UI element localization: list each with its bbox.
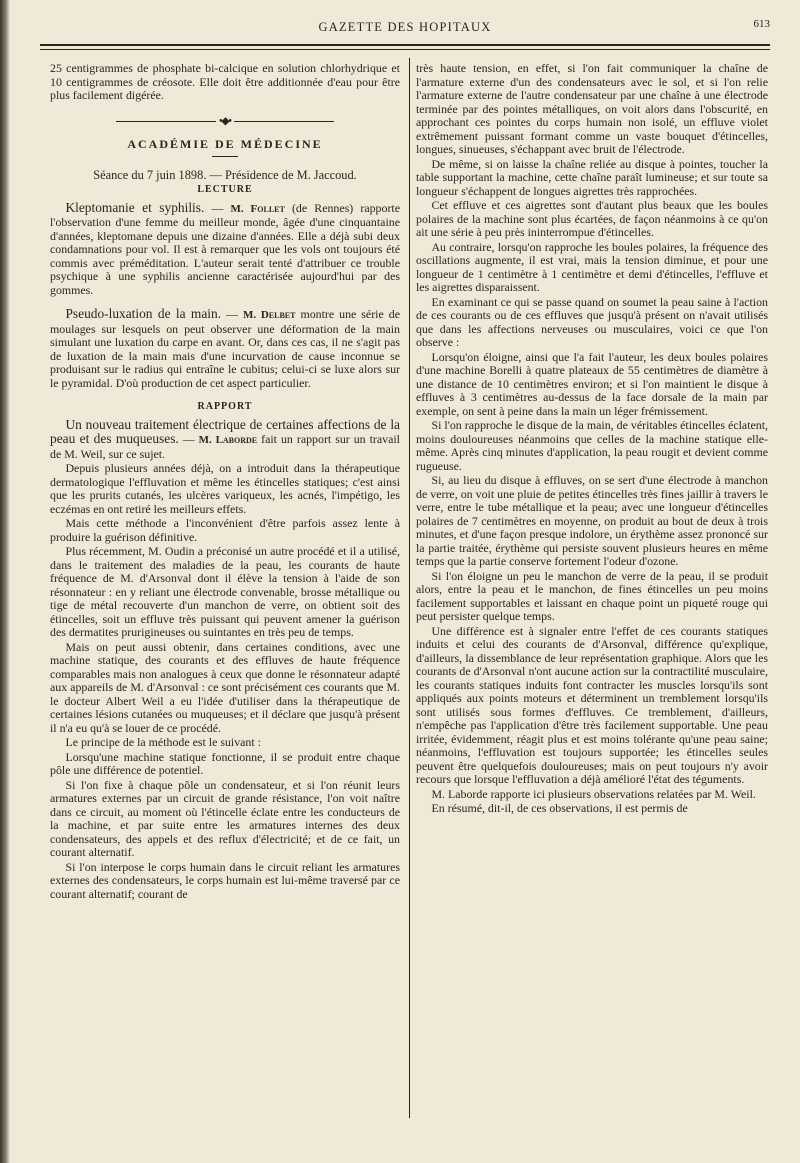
binding-edge: [0, 0, 10, 1163]
kleptomanie-paragraph: [50, 201, 400, 298]
right-paragraph: Au contraire, lorsqu'on rapproche les boules polaires, la fréquence des oscillations augmente, il est vrai, mais la tension diminue, et pour une longueur de 1 centimètre à 1 centimètre et demi d'étincelles, l'effluve et les aigrettes disparaissent.: [416, 239, 768, 294]
traitement-paragraph: [50, 418, 400, 462]
right-column: [416, 62, 768, 817]
traitement-author: M. Laborde: [198, 434, 258, 446]
left-paragraph: Mais cette méthode a l'inconvénient d'être parfois assez lente à produire la guérison définitive.: [50, 516, 400, 544]
kleptomanie-text: (de Rennes) rapporte l'observation d'une femme du meilleur monde, âgée d'une cinquantaine d'années, kleptomane depuis une dizaine d'années. Elle a déjà subi deux condamnations pour vol. Il est à remarquer que les vols ont toujours été commis avec préméditation. L'auteur serait tenté d'attribuer ce trouble psychique à une syphilis ancienne caractérisée aujourd'hui par des gommes.: [50, 200, 400, 297]
pseudo-luxation-title: Pseudo-luxation de la main.: [65, 306, 222, 321]
kleptomanie-author: M. Follet: [230, 202, 285, 215]
right-paragraph: Lorsqu'on éloigne, ainsi que l'a fait l'auteur, les deux boules polaires d'une machine Borelli à quatre plateaux de 55 centimètres de diamètre à une distance de 10 centimètres environ; et si l'on maintient le disque à effluves à 3 centimètres au-dessus de la face dorsale de la main par exemple, on sent à peine dans la main un léger frémissement.: [416, 349, 768, 418]
intro-paragraph: 25 centigrammes de phosphate bi-calcique en solution chlorhydrique et 10 centigrammes de créosote. Elle doit être additionnée d'eau pour être plus facilement digérée.: [50, 61, 400, 102]
left-column: [50, 62, 400, 902]
right-paragraph: De même, si on laisse la chaîne reliée au disque à pointes, toucher la table supportant la machine, cette chaîne paraît lumineuse; et sur toute sa longueur s'échappent de longues aigrettes très rapprochées.: [416, 156, 768, 198]
left-paragraph: Lorsqu'une machine statique fonctionne, il se produit entre chaque pôle une différence de potentiel.: [50, 749, 400, 777]
traitement-title: Un nouveau traitement électrique de certaines affections de la peau et des muqueuses.: [50, 416, 400, 446]
left-paragraph: Mais on peut aussi obtenir, dans certaines conditions, avec une machine statique, des courants et des effluves de haute fréquence comparables mais non analogues à ceux que donne le résonnateur adapté aux appareils de M. d'Arsonval : ce sont précisément ces courants que M. le docteur Albert Weil a eu l'idée d'utiliser dans la thérapeutique de certaines lésions cutanées ou muqueuses; et il déclare que jusqu'à présent il n'a eu qu'à se louer de ce procédé.: [50, 639, 400, 735]
left-paragraph: Depuis plusieurs années déjà, on a introduit dans la thérapeutique dermatologique l'effluvation et même les étincelles statiques; c'est ainsi que les prurits cutanés, les ulcères variqueux, les acnés, l'impétigo, les eczémas en ont retiré les meilleurs effets.: [50, 461, 400, 516]
right-paragraph: En résumé, dit-il, de ces observations, il est permis de: [431, 801, 688, 815]
right-paragraph: très haute tension, en effet, si l'on fait communiquer la chaîne de l'armature externe d'un des condensateurs avec le sol, et si l'on relie l'armature externe de l'autre condensateur par une chaîne à une électrode terminée par des pointes métalliques, on voit alors dans l'obscurité, en approchant ces pointes du corps humain non isolé, un effluve violet extrêmement puissant formant comme un vaste bouquet d'étincelles, longues, sinueuses, s'échappant avec bruit de l'électrode.: [416, 61, 768, 156]
traitement-text: fait un rapport sur un travail de M. Weil, sur ce sujet.: [50, 432, 400, 461]
pseudo-luxation-dash: —: [221, 307, 243, 321]
left-paragraph: Plus récemment, M. Oudin a préconisé un autre procédé et il a utilisé, dans le traitement des maladies de la peau, les courants de haute fréquence de M. d'Arsonval dont il élève la tension à l'aide de son résonnateur : en y reliant une électrode convenable, brosse métallique ou tige de métal recouverte d'un manchon de verre, on obtient soit des étincelles, soit un effluve très puissant qui peuvent amener la guérison des dermatites prurigineuses ou suintantes en très peu de temps.: [50, 544, 400, 639]
pseudo-luxation-author: M. Delbet: [242, 309, 296, 321]
title-rule: [212, 156, 238, 157]
left-paragraph: Le principe de la méthode est le suivant :: [65, 735, 261, 749]
lecture-heading: LECTURE: [197, 184, 253, 195]
left-paragraph: Si l'on interpose le corps humain dans le circuit reliant les armatures externes des condensateurs, le corps humain est lui-même traversé par ce courant alternatif; courant de: [50, 859, 400, 901]
header-rule-thick: [40, 44, 770, 46]
column-divider: [409, 58, 410, 1118]
traitement-dash: —: [178, 432, 199, 446]
right-paragraph: Une différence est à signaler entre l'effet de ces courants statiques induits et celui des courants de d'Arsonval, différence qu'explique, d'ailleurs, la dissemblance de leur représentation graphique. Alors que les courants de d'Arsonval n'ont aucune action sur la contractilité musculaire, les courants statiques induits font contracter les muscles lorsqu'ils sont appliqués aux points moteurs et déterminent un tremblement lorsqu'ils sont utilisés sous formes d'effluves. Ce tremblement, d'ailleurs, n'empêche pas l'application d'être très facilement supportable. Une peau irritée, évidemment, réagit plus et est moins tolérante qu'une peau saine; néanmoins, l'effluvation est toujours supportée; les étincelles seules peuvent être quelquefois douloureuses; mais on peut toujours n'y avoir recours que lorsque l'effluvation a déjà amélioré l'état des téguments.: [416, 623, 768, 786]
right-paragraph: Si l'on rapproche le disque de la main, de véritables étincelles éclatent, moins douloureuses néanmoins que celles de la machine statique elle-même. Après cinq minutes d'application, la peau rougit et devient comme rugueuse.: [416, 418, 768, 473]
right-paragraph: Si, au lieu du disque à effluves, on se sert d'une électrode à manchon de verre, on voit une pluie de petites étincelles très fines jaillir à travers le verre, entre le tube métallique et la peau; avec une longueur d'étincelles polaires de 7 centimètres en moyenne, on produit au bout de deux à trois minutes, et d'une façon presque indolore, un érythème assez prononcé sur la partie traitée, érythème qui persiste souvent plusieurs heures en même temps que la partie conserve fortement l'odeur d'ozone.: [416, 473, 768, 568]
page-header: [40, 14, 770, 38]
pseudo-luxation-text: montre une série de moulages sur lesquels on peut observer une déformation de la main simulant une luxation du carpe en avant. Or, dans ces cas, il ne s'agit pas de luxation de la main mais d'une incurvation de cause inconnue se produisant sur le radius qui entraîne le cubitus; celui-ci se luxe alors sur le pyramidal. D'où production de cet aspect particulier.: [50, 307, 400, 390]
kleptomanie-title: Kleptomanie et syphilis.: [65, 199, 205, 215]
kleptomanie-dash: —: [204, 200, 231, 215]
right-paragraph: M. Laborde rapporte ici plusieurs observations relatées par M. Weil.: [431, 786, 756, 801]
section-ornament: •◆•: [50, 115, 400, 129]
right-paragraph: Cet effluve et ces aigrettes sont d'autant plus beaux que les boules polaires de la machine sont plus écartées, de façon néanmoins à ce qu'on ait une série à peu près ininterrompue d'étincelles.: [416, 198, 768, 239]
pseudo-luxation-paragraph: [50, 307, 400, 390]
header-rule-thin: [40, 49, 770, 50]
section-title: ACADÉMIE DE MÉDECINE: [127, 137, 323, 151]
journal-title: GAZETTE DES HOPITAUX: [318, 20, 492, 34]
left-paragraph: Si l'on fixe à chaque pôle un condensateur, et si l'on réunit leurs armatures externes par un circuit de grande résistance, l'on voit naître dans ce circuit, au moment où l'étincelle éclate entre les conducteurs de la machine, et par suite entre les armatures internes des deux condensateurs, des appels et des reflux d'électricité; et de ce fait, un courant alternatif.: [50, 777, 400, 859]
rapport-heading: RAPPORT: [197, 401, 253, 412]
page-number: 613: [753, 18, 770, 30]
right-paragraph: En examinant ce qui se passe quand on soumet la peau saine à l'action de ces courants ou de ces effluves que jusqu'à présent on n'avait utilisés que dans les affections nerveuses ou musculaires, voici ce que l'on observe :: [416, 294, 768, 349]
seance-line: Séance du 7 juin 1898. — Présidence de M. Jaccoud.: [93, 167, 357, 182]
right-paragraph: Si l'on éloigne un peu le manchon de verre de la peau, il se produit alors, entre la peau et le manchon, de fines étincelles un peu moins facilement supportables et laissant en chaque point un piqueté rouge qui peut persister quelque temps.: [416, 568, 768, 623]
